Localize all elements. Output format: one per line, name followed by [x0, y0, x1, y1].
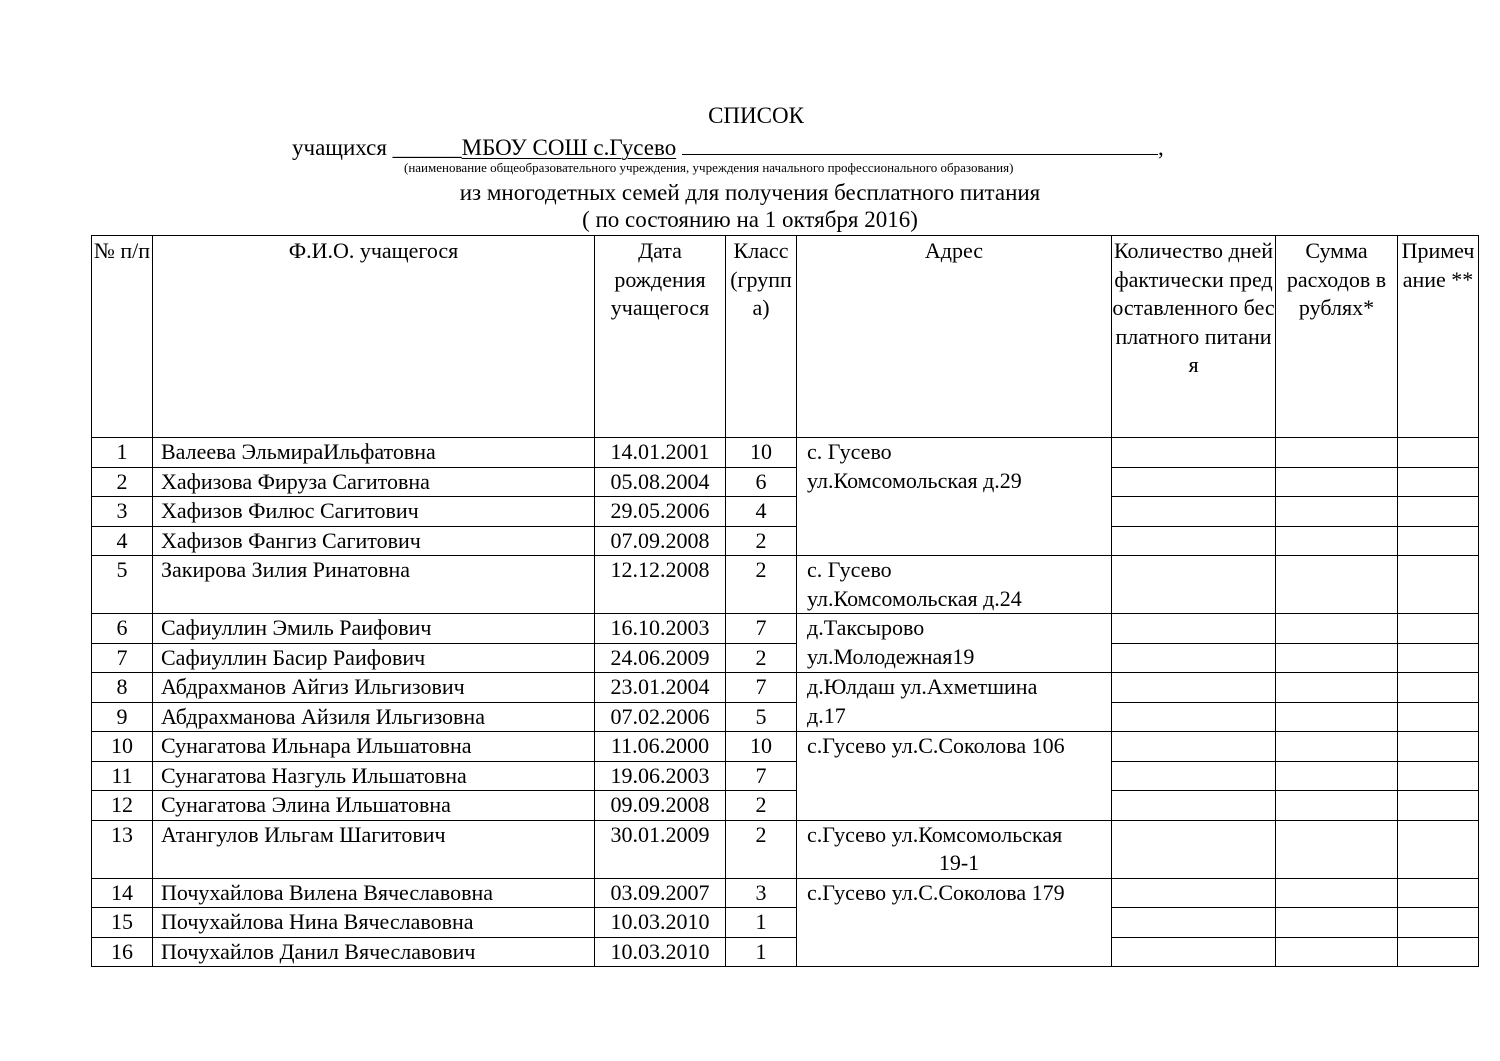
row-note [1398, 732, 1479, 762]
row-num: 4 [92, 526, 153, 556]
table-header-row [92, 236, 1479, 438]
row-num: 12 [92, 791, 153, 821]
row-sum [1276, 526, 1398, 556]
row-address [797, 438, 1112, 556]
row-name: Абдрахманов Айгиз Ильгизович [153, 673, 595, 703]
row-sum [1276, 761, 1398, 791]
row-note [1398, 878, 1479, 908]
institution-blank-line [682, 134, 1158, 155]
table-row [92, 526, 1479, 556]
row-days [1112, 820, 1276, 878]
row-num: 2 [92, 467, 153, 497]
row-name: Атангулов Ильгам Шагитович [153, 820, 595, 878]
row-dob: 03.09.2007 [595, 878, 726, 908]
row-num: 6 [92, 614, 153, 644]
row-dob: 14.01.2001 [595, 438, 726, 468]
address-line: с.Гусево ул.Комсомольская [807, 821, 1063, 847]
row-note [1398, 497, 1479, 527]
row-dob: 10.03.2010 [595, 937, 726, 967]
col-header-note: Примечание ** [1398, 236, 1479, 438]
row-num: 13 [92, 820, 153, 878]
purpose-line: из многодетных семей для получения бесплатного питания [459, 180, 1041, 205]
table-row [92, 643, 1479, 673]
row-days [1112, 526, 1276, 556]
table-row [92, 937, 1479, 967]
row-class: 7 [726, 673, 797, 703]
row-note [1398, 820, 1479, 878]
row-note [1398, 937, 1479, 967]
row-dob: 23.01.2004 [595, 673, 726, 703]
row-name: Хафизов Фангиз Сагитович [153, 526, 595, 556]
row-dob: 09.09.2008 [595, 791, 726, 821]
row-num: 16 [92, 937, 153, 967]
row-note [1398, 614, 1479, 644]
col-header-num: № п/п [92, 236, 153, 438]
row-class: 1 [726, 937, 797, 967]
address-line: с. Гусево [807, 557, 892, 582]
row-num: 7 [92, 643, 153, 673]
row-days [1112, 878, 1276, 908]
row-address [797, 878, 1112, 967]
table-row [92, 438, 1479, 468]
row-sum [1276, 614, 1398, 644]
address-line: д.17 [807, 702, 846, 728]
row-sum [1276, 820, 1398, 878]
row-name: Валеева ЭльмираИльфатовна [153, 438, 595, 468]
address-line: с.Гусево ул.С.Соколова 179 [807, 879, 1065, 905]
document-title: СПИСОК [708, 103, 804, 128]
row-note [1398, 761, 1479, 791]
students-table [91, 235, 1479, 967]
col-header-sum: Сумма расходов в рублях* [1276, 236, 1398, 438]
col-header-class: Класс (группа) [726, 236, 797, 438]
row-days [1112, 438, 1276, 468]
table-row [92, 791, 1479, 821]
row-note [1398, 643, 1479, 673]
row-address [797, 614, 1112, 673]
row-sum [1276, 732, 1398, 762]
row-name: Сафиуллин Эмиль Раифович [153, 614, 595, 644]
row-address [797, 673, 1112, 732]
row-num: 3 [92, 497, 153, 527]
row-days [1112, 937, 1276, 967]
row-class: 2 [726, 820, 797, 878]
col-header-dob: Дата рождения учащегося [595, 236, 726, 438]
table-row [92, 556, 1479, 614]
row-class: 7 [726, 614, 797, 644]
col-header-name: Ф.И.О. учащегося [153, 236, 595, 438]
row-num: 1 [92, 438, 153, 468]
row-address [797, 820, 1112, 878]
row-name: Почухайлова Вилена Вячеславовна [153, 878, 595, 908]
table-row [92, 702, 1479, 732]
address-line: д.Таксырово [807, 615, 925, 640]
row-name: Сафиуллин Басир Раифович [153, 643, 595, 673]
row-name: Сунагатова Ильнара Ильшатовна [153, 732, 595, 762]
table-row [92, 614, 1479, 644]
table-row [92, 761, 1479, 791]
row-days [1112, 791, 1276, 821]
row-note [1398, 673, 1479, 703]
row-sum [1276, 878, 1398, 908]
row-class: 7 [726, 761, 797, 791]
date-line: ( по состоянию на 1 октября 2016) [582, 207, 918, 232]
row-name: Сунагатова Элина Ильшатовна [153, 791, 595, 821]
row-dob: 29.05.2006 [595, 497, 726, 527]
table-row [92, 878, 1479, 908]
row-note [1398, 467, 1479, 497]
row-dob: 30.01.2009 [595, 820, 726, 878]
row-note [1398, 791, 1479, 821]
row-sum [1276, 791, 1398, 821]
row-class: 2 [726, 556, 797, 614]
address-line: 19-1 [938, 850, 980, 875]
row-note [1398, 526, 1479, 556]
row-class: 10 [726, 732, 797, 762]
row-days [1112, 673, 1276, 703]
row-sum [1276, 643, 1398, 673]
row-note [1398, 702, 1479, 732]
row-class: 6 [726, 467, 797, 497]
row-sum [1276, 438, 1398, 468]
row-note [1398, 438, 1479, 468]
row-days [1112, 556, 1276, 614]
row-class: 2 [726, 526, 797, 556]
col-header-days: Количество дней фактически предоставленного бесплатного питания [1112, 236, 1276, 438]
row-num: 11 [92, 761, 153, 791]
row-note [1398, 556, 1479, 614]
row-days [1112, 761, 1276, 791]
row-sum [1276, 467, 1398, 497]
row-class: 5 [726, 702, 797, 732]
row-name: Абдрахманова Айзиля Ильгизовна [153, 702, 595, 732]
row-num: 10 [92, 732, 153, 762]
row-dob: 11.06.2000 [595, 732, 726, 762]
row-days [1112, 467, 1276, 497]
row-class: 3 [726, 878, 797, 908]
row-sum [1276, 497, 1398, 527]
row-note [1398, 908, 1479, 938]
row-num: 5 [92, 556, 153, 614]
col-header-address: Адрес [797, 236, 1112, 438]
row-days [1112, 732, 1276, 762]
table-row [92, 497, 1479, 527]
address-line: ул.Комсомольская д.29 [807, 467, 1022, 493]
row-name: Хафизова Фируза Сагитовна [153, 467, 595, 497]
row-days [1112, 908, 1276, 938]
institution-suffix: , [1157, 135, 1164, 160]
row-sum [1276, 702, 1398, 732]
row-class: 2 [726, 791, 797, 821]
address-line: с. Гусево [807, 439, 892, 464]
address-line: д.Юлдаш ул.Ахметшина [807, 674, 1038, 699]
school-name: МБОУ СОШ с.Гусево [461, 135, 677, 160]
row-address [797, 732, 1112, 821]
row-name: Хафизов Филюс Сагитович [153, 497, 595, 527]
row-name: Почухайлов Данил Вячеславович [153, 937, 595, 967]
institution-caption: (наименование общеобразовательного учреждения, учреждения начального профессионального образования) [404, 160, 1014, 175]
row-days [1112, 614, 1276, 644]
row-dob: 24.06.2009 [595, 643, 726, 673]
row-class: 1 [726, 908, 797, 938]
row-dob: 12.12.2008 [595, 556, 726, 614]
institution-line [292, 134, 1164, 161]
institution-prefix: учащихся ______ [292, 135, 462, 160]
row-num: 9 [92, 702, 153, 732]
row-class: 4 [726, 497, 797, 527]
row-dob: 07.09.2008 [595, 526, 726, 556]
row-num: 8 [92, 673, 153, 703]
row-num: 14 [92, 878, 153, 908]
row-dob: 10.03.2010 [595, 908, 726, 938]
row-sum [1276, 908, 1398, 938]
row-sum [1276, 556, 1398, 614]
row-days [1112, 497, 1276, 527]
row-dob: 16.10.2003 [595, 614, 726, 644]
address-line: ул.Молодежная19 [807, 643, 975, 669]
row-sum [1276, 937, 1398, 967]
row-name: Почухайлова Нина Вячеславовна [153, 908, 595, 938]
row-name: Закирова Зилия Ринатовна [153, 556, 595, 614]
table-row [92, 732, 1479, 762]
table-row [92, 820, 1479, 878]
row-dob: 19.06.2003 [595, 761, 726, 791]
table-row [92, 467, 1479, 497]
row-days [1112, 643, 1276, 673]
table-row [92, 908, 1479, 938]
row-days [1112, 702, 1276, 732]
row-class: 2 [726, 643, 797, 673]
row-sum [1276, 673, 1398, 703]
row-dob: 07.02.2006 [595, 702, 726, 732]
row-dob: 05.08.2004 [595, 467, 726, 497]
row-class: 10 [726, 438, 797, 468]
row-name: Сунагатова Назгуль Ильшатовна [153, 761, 595, 791]
row-num: 15 [92, 908, 153, 938]
address-line: с.Гусево ул.С.Соколова 106 [807, 733, 1065, 758]
address-line: ул.Комсомольская д.24 [807, 585, 1022, 611]
row-address [797, 556, 1112, 614]
table-row [92, 673, 1479, 703]
